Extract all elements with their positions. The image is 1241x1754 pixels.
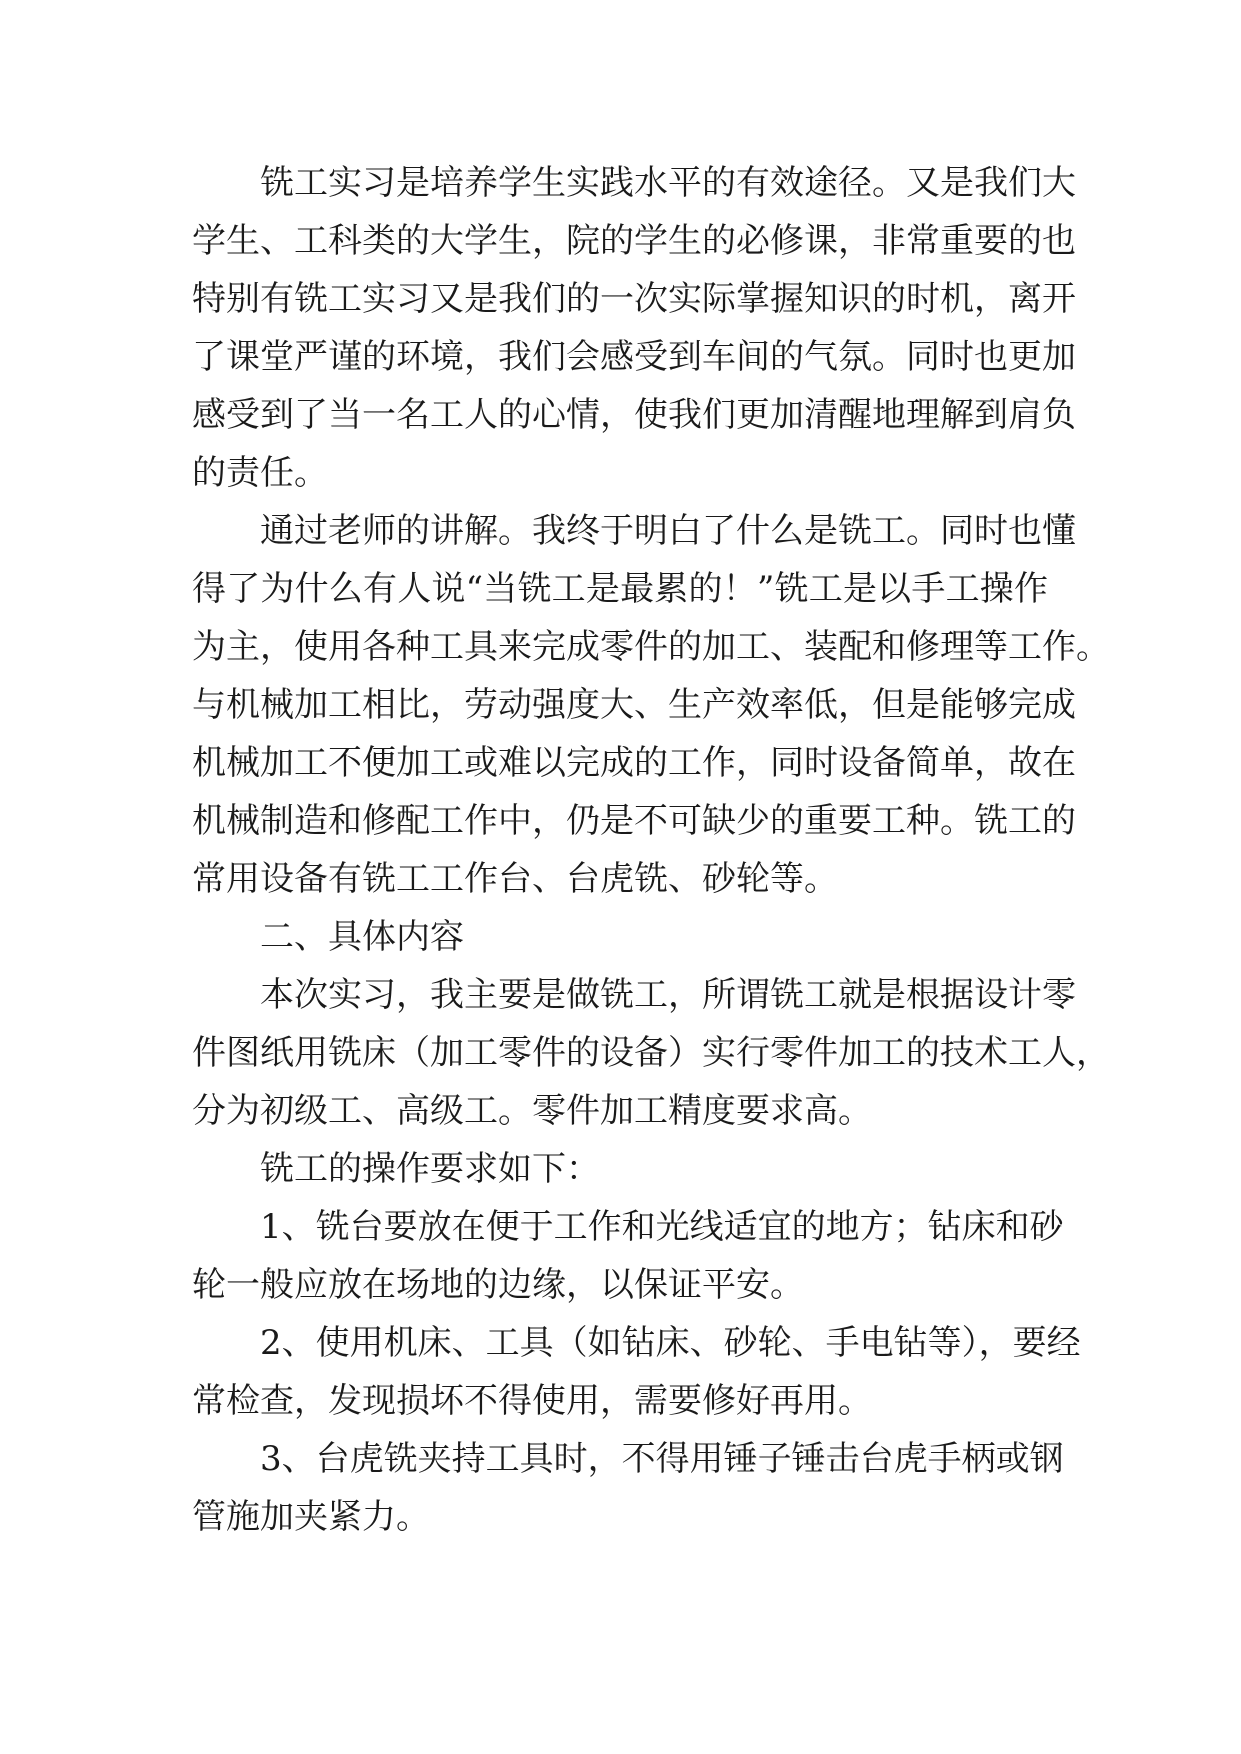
paragraph-line: 常用设备有铣工工作台、台虎铣、砂轮等。 xyxy=(192,859,838,899)
list-item-line: 1、铣台要放在便于工作和光线适宜的地方；钻床和砂 xyxy=(260,1207,1064,1247)
list-item-line: 3、台虎铣夹持工具时，不得用锤子锤击台虎手柄或钢 xyxy=(260,1439,1064,1479)
paragraph-line: 为主，使用各种工具来完成零件的加工、装配和修理等工作。 xyxy=(192,627,1110,667)
list-item-line: 轮一般应放在场地的边缘，以保证平安。 xyxy=(192,1265,804,1305)
paragraph-line: 得了为什么有人说“当铣工是最累的！”铣工是以手工操作 xyxy=(192,569,1048,609)
paragraph-line: 了课堂严谨的环境，我们会感受到车间的气氛。同时也更加 xyxy=(192,337,1076,377)
paragraph-line: 感受到了当一名工人的心情，使我们更加清醒地理解到肩负 xyxy=(192,395,1076,435)
paragraph-line: 分为初级工、高级工。零件加工精度要求高。 xyxy=(192,1091,872,1131)
section-heading: 二、具体内容 xyxy=(260,917,464,957)
paragraph-line: 机械制造和修配工作中，仍是不可缺少的重要工种。铣工的 xyxy=(192,801,1076,841)
paragraph-line: 件图纸用铣床（加工零件的设备）实行零件加工的技术工人， xyxy=(192,1033,1110,1073)
paragraph-line: 本次实习，我主要是做铣工，所谓铣工就是根据设计零 xyxy=(260,975,1076,1015)
paragraph-line: 铣工的操作要求如下： xyxy=(260,1149,600,1189)
paragraph-line: 的责任。 xyxy=(192,453,328,493)
paragraph-line: 学生、工科类的大学生，院的学生的必修课，非常重要的也 xyxy=(192,221,1076,261)
list-item-line: 常检查，发现损坏不得使用，需要修好再用。 xyxy=(192,1381,872,1421)
paragraph-line: 与机械加工相比，劳动强度大、生产效率低，但是能够完成 xyxy=(192,685,1076,725)
list-item-line: 2、使用机床、工具（如钻床、砂轮、手电钻等），要经 xyxy=(260,1323,1081,1363)
paragraph-line: 铣工实习是培养学生实践水平的有效途径。又是我们大 xyxy=(260,163,1076,203)
list-item-line: 管施加夹紧力。 xyxy=(192,1497,430,1537)
paragraph-line: 机械加工不便加工或难以完成的工作，同时设备简单，故在 xyxy=(192,743,1076,783)
paragraph-line: 特别有铣工实习又是我们的一次实际掌握知识的时机，离开 xyxy=(192,279,1076,319)
document-body xyxy=(192,154,1110,1546)
paragraph-line: 通过老师的讲解。我终于明白了什么是铣工。同时也懂 xyxy=(260,511,1076,551)
